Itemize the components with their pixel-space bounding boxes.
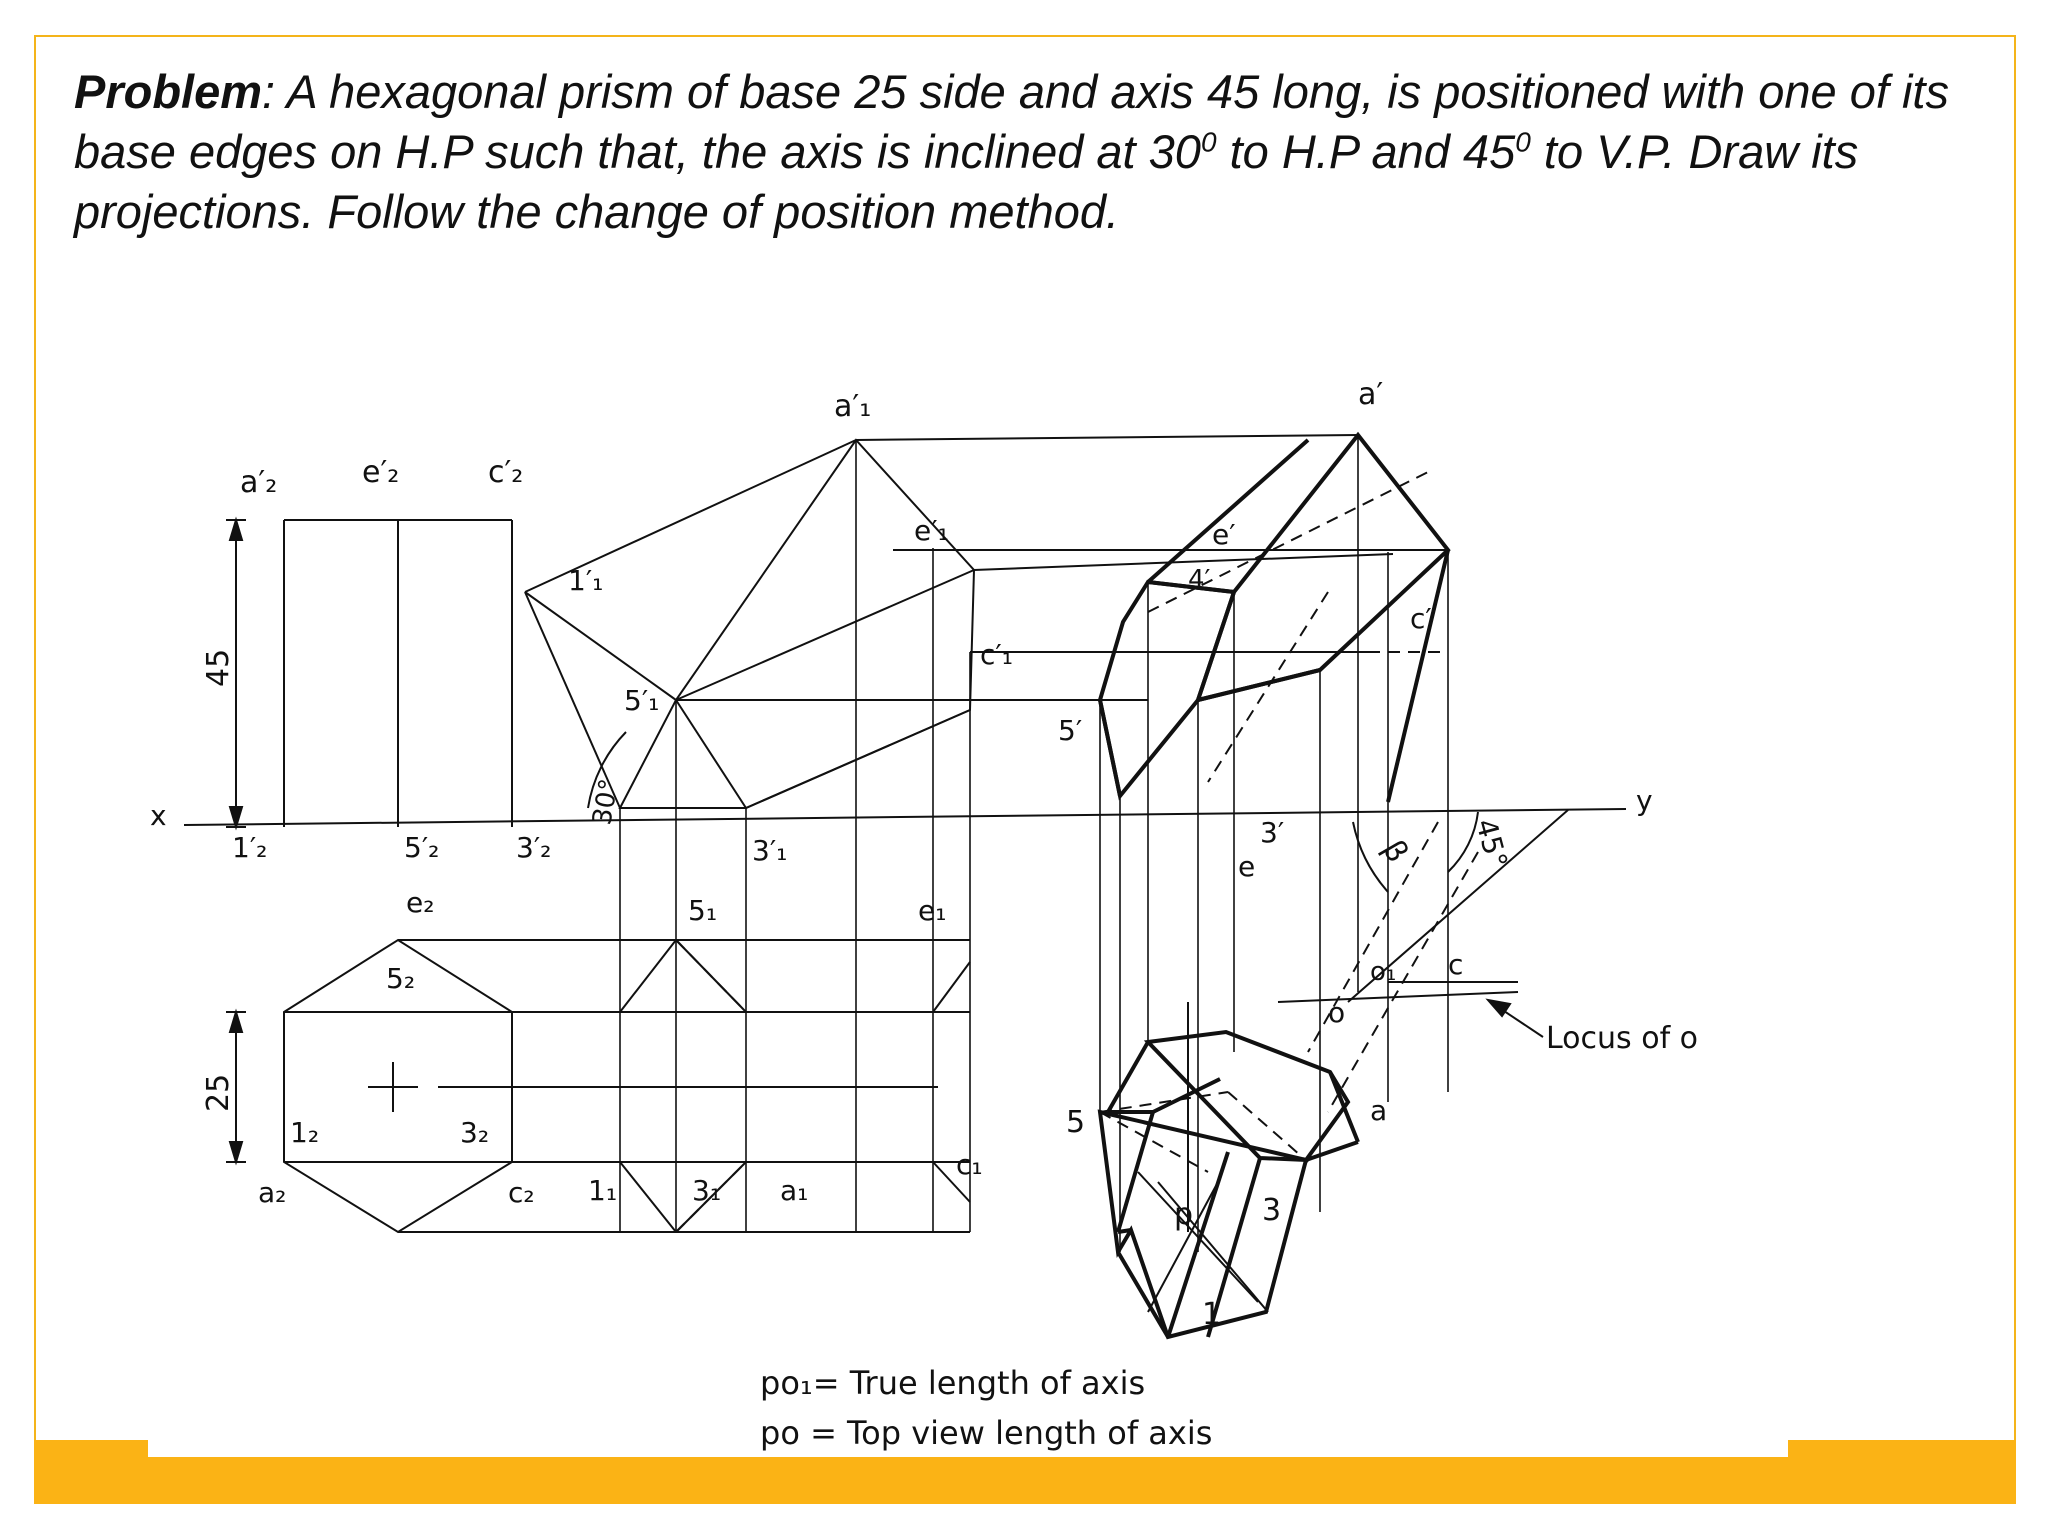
problem-sup-1: 0 (1200, 126, 1217, 158)
locus-of-o-label: Locus of o (1546, 1021, 1699, 1056)
label-e1: e₁ (918, 894, 947, 927)
problem-part-2: to H.P and 45 (1216, 125, 1516, 178)
label-y: y (1636, 784, 1653, 817)
label-c2: c₂ (508, 1176, 535, 1209)
label-dim-45: 45 (201, 648, 236, 687)
label-5-2: 5₂ (386, 962, 416, 995)
label-1-1-prime: 1′₁ (568, 564, 604, 597)
label-1-2: 1₂ (290, 1116, 320, 1149)
label-e2-prime: e′₂ (362, 455, 400, 490)
label-3: 3 (1262, 1193, 1282, 1228)
label-5-1: 5₁ (688, 894, 718, 927)
label-3-prime: 3′ (1260, 816, 1285, 849)
label-1-2-prime: 1′₂ (232, 831, 268, 864)
label-3-1: 3₁ (692, 1174, 722, 1207)
label-a: a (1370, 1094, 1388, 1127)
label-3-1-prime: 3′₁ (752, 834, 788, 867)
problem-label: Problem (74, 65, 263, 118)
problem-part-1: : A hexagonal prism of base 25 side and axis 45 long, is positioned with one of its base edges on H.P such that, the axis is inclined at 30 (74, 65, 1949, 178)
label-a1: a₁ (780, 1174, 809, 1207)
label-dim-25: 25 (201, 1073, 236, 1112)
label-o1: o₁ (1370, 957, 1397, 987)
label-c2-prime: c′₂ (488, 455, 524, 490)
label-e2: e₂ (406, 886, 435, 919)
label-5-prime: 5′ (1058, 714, 1083, 747)
label-3-2-prime: 3′₂ (516, 831, 552, 864)
label-x: x (150, 799, 167, 832)
label-a-prime: a′ (1358, 377, 1384, 412)
label-e-prime: e′ (1212, 518, 1236, 551)
label-1-1: 1₁ (588, 1174, 618, 1207)
label-a2-prime: a′₂ (240, 465, 278, 500)
label-c-prime: c′ (1410, 602, 1432, 635)
note-true-length: po₁= True length of axis (760, 1364, 1146, 1402)
projection-drawing (148, 352, 1788, 1457)
label-3-2: 3₂ (460, 1116, 490, 1149)
label-o: o (1328, 996, 1346, 1029)
label-5: 5 (1066, 1105, 1086, 1140)
label-a2: a₂ (258, 1176, 287, 1209)
problem-part-3: to V.P. Draw its projections. Follow the change of position method. (74, 125, 1859, 238)
label-c: c (1448, 948, 1464, 981)
label-4-prime: 4′ (1188, 565, 1211, 595)
note-top-view-length: po = Top view length of axis (760, 1414, 1213, 1452)
label-e: e (1238, 850, 1256, 883)
problem-statement (74, 62, 1954, 242)
label-e1-prime: e′₁ (914, 514, 949, 547)
label-beta: β (1375, 834, 1415, 869)
drawing-area (148, 352, 1788, 1457)
label-c1-prime: c′₁ (980, 638, 1013, 671)
label-a1-prime: a′₁ (834, 389, 872, 424)
label-1: 1 (1202, 1297, 1222, 1332)
problem-sup-2: 0 (1515, 126, 1531, 158)
label-c1: c₁ (956, 1148, 983, 1181)
drawing-background (148, 352, 1788, 1457)
label-angle-30: 30° (587, 776, 625, 828)
label-5-2-prime: 5′₂ (404, 831, 440, 864)
label-5-1-prime: 5′₁ (624, 684, 660, 717)
label-angle-45: 45° (1469, 815, 1514, 872)
label-p: p (1174, 1197, 1194, 1232)
